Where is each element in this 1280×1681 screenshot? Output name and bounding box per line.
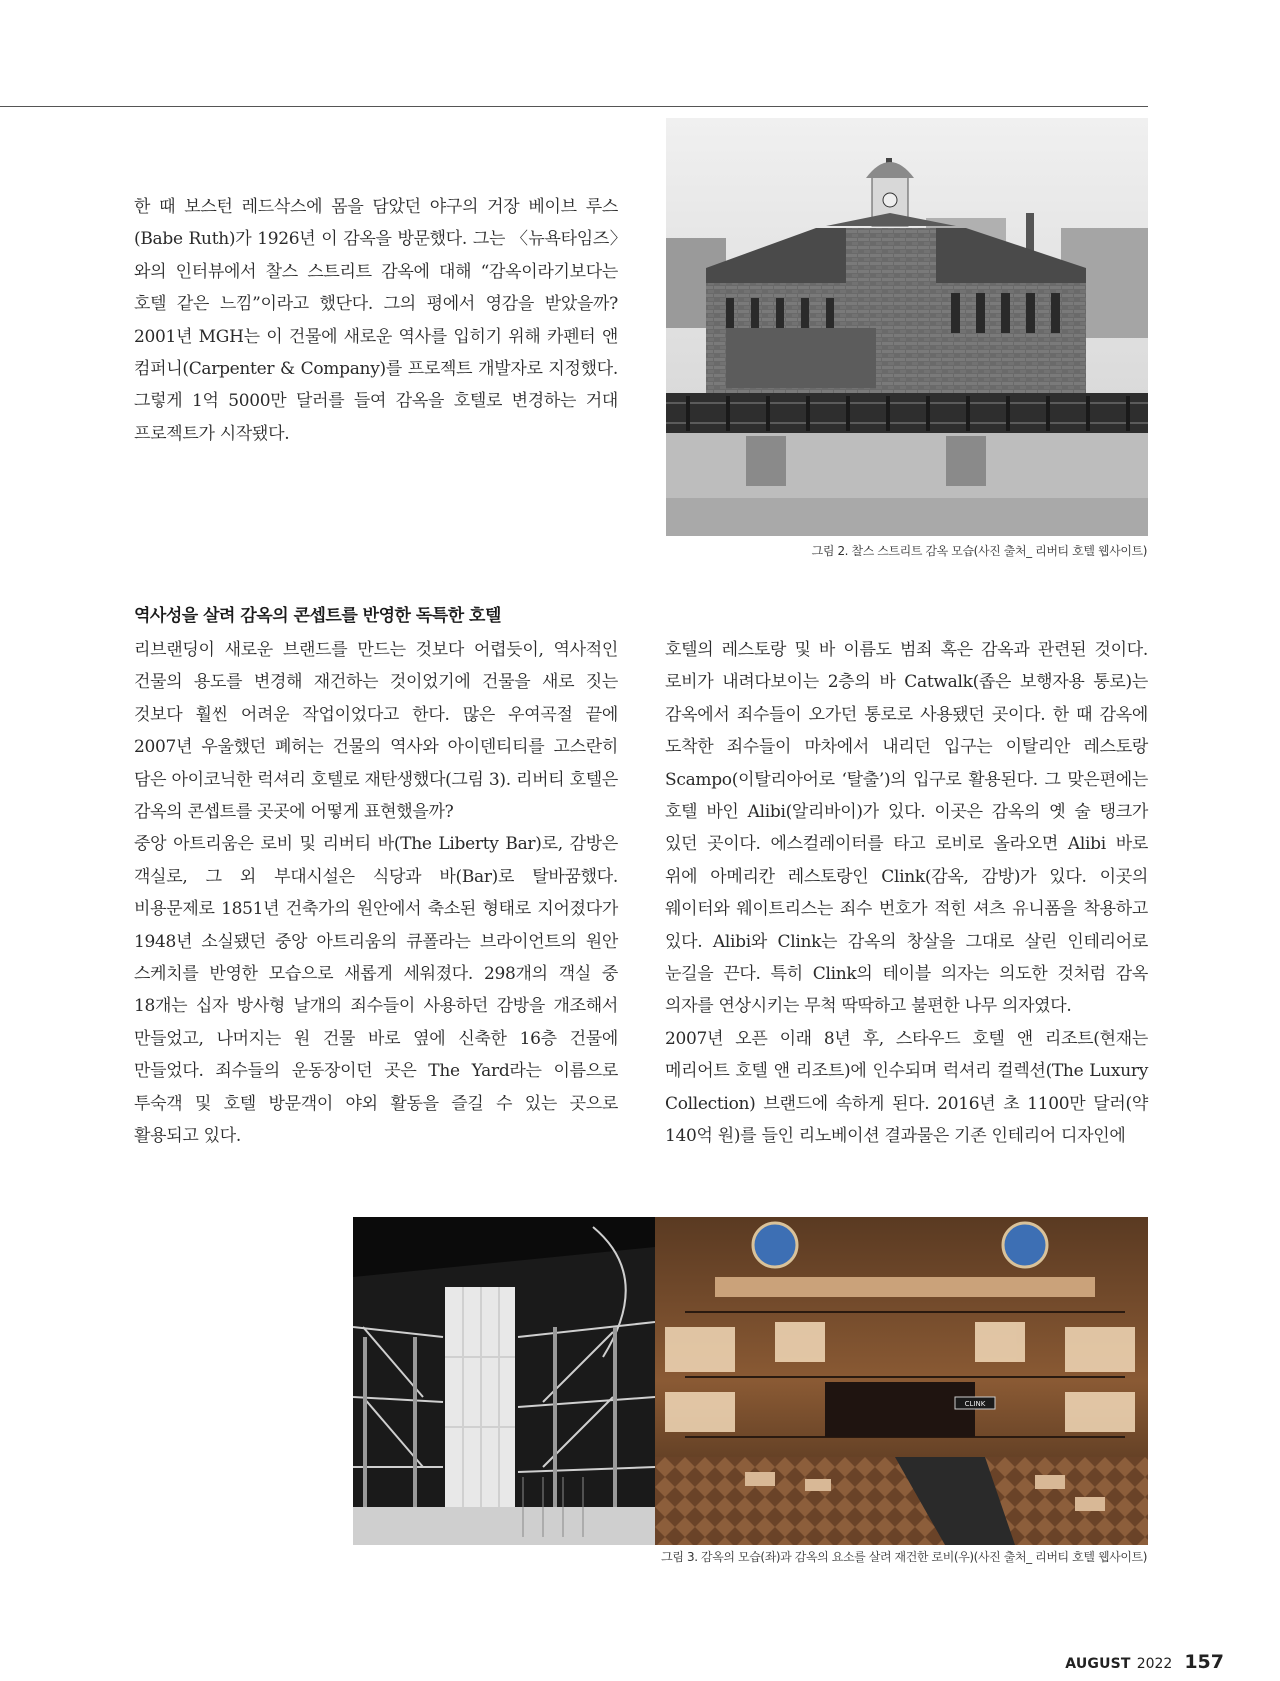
footer-month: AUGUST: [1065, 1656, 1131, 1672]
clink-sign-text: CLINK: [964, 1400, 986, 1408]
figure-3-caption: 그림 3. 감옥의 모습(좌)과 감옥의 요소를 살려 재건한 로비(우)(사진 출처_ 리버티 호텔 웹사이트): [661, 1550, 1147, 1564]
page-footer: [1065, 1651, 1224, 1673]
top-divider: [0, 106, 1148, 107]
section-heading: 역사성을 살려 감옥의 콘셉트를 반영한 독특한 호텔: [134, 606, 501, 626]
intro-paragraph: 한 때 보스턴 레드삭스에 몸을 담았던 야구의 거장 베이브 루스(Babe Ruth)가 1926년 이 감옥을 방문했다. 그는 〈뉴욕타임즈〉와의 인터뷰에서 찰스 스트리트 감옥에 대해 “감옥이라기보다는 호텔 같은 느낌”이라고 했단다. 그의 평에서 영감을 받았을까? 2001년 MGH는 이 건물에 새로운 역사를 입히기 위해 카펜터 앤 컴퍼니(Carpenter & Company)를 프로젝트 개발자로 지정했다. 그렇게 1억 5000만 달러를 들여 감옥을 호텔로 변경하는 거대 프로젝트가 시작됐다.: [134, 197, 618, 444]
right-column: [665, 634, 1148, 1153]
page-number: 157: [1184, 1651, 1224, 1673]
right-paragraph-1: 호텔의 레스토랑 및 바 이름도 범죄 혹은 감옥과 관련된 것이다. 로비가 내려다보이는 2층의 바 Catwalk(좁은 보행자용 통로)는 감옥에서 죄수들이 오가던 통로로 사용됐던 곳이다. 한 때 감옥에 도착한 죄수들이 마차에서 내리던 입구는 이탈리안 레스토랑 Scampo(이탈리아어로 ‘탈출’)의 입구로 활용된다. 그 맞은편에는 호텔 바인 Alibi(알리바이)가 있다. 이곳은 감옥의 옛 술 탱크가 있던 곳이다. 에스컬레이터를 타고 로비로 올라오면 Alibi 바로 위에 아메리칸 레스토랑인 Clink(감옥, 감방)가 있다. 이곳의 웨이터와 웨이트리스는 죄수 번호가 적힌 셔츠 유니폼을 착용하고 있다. Alibi와 Clink는 감옥의 창살을 그대로 살린 인테리어로 눈길을 끈다. 특히 Clink의 테이블 의자는 의도한 것처럼 감옥 의자를 연상시키는 무척 딱딱하고 불편한 나무 의자였다.: [665, 640, 1148, 1017]
left-paragraph-2: 중앙 아트리움은 로비 및 리버티 바(The Liberty Bar)로, 감방은 객실로, 그 외 부대시설은 식당과 바(Bar)로 탈바꿈했다. 비용문제로 1851년 건축가의 원안에서 축소된 형태로 지어졌다가 1948년 소실됐던 중앙 아트리움의 큐폴라는 브라이언트의 원안 스케치를 반영한 모습으로 새롭게 세워졌다. 298개의 객실 중 18개는 십자 방사형 날개의 죄수들이 사용하던 감방을 개조해서 만들었고, 나머지는 원 건물 바로 옆에 신축한 16층 건물에 만들었다. 죄수들의 운동장이던 곳은 The Yard라는 이름으로 투숙객 및 호텔 방문객이 야외 활동을 즐길 수 있는 곳으로 활용되고 있다.: [134, 834, 618, 1147]
figure-3-jail-interior-photo: [353, 1217, 655, 1545]
figure-2-caption: 그림 2. 찰스 스트리트 감옥 모습(사진 출처_ 리버티 호텔 웹사이트): [811, 544, 1147, 558]
figure-2-jail-photo: [666, 118, 1148, 536]
left-paragraph-1: 리브랜딩이 새로운 브랜드를 만드는 것보다 어렵듯이, 역사적인 건물의 용도를 변경해 재건하는 것이었기에 건물을 새로 짓는 것보다 훨씬 어려운 작업이었다고 한다. 많은 우여곡절 끝에 2007년 우울했던 폐허는 건물의 역사와 아이덴티티를 고스란히 담은 아이코닉한 럭셔리 호텔로 재탄생했다(그림 3). 리버티 호텔은 감옥의 콘셉트를 곳곳에 어떻게 표현했을까?: [134, 640, 618, 823]
right-paragraph-2: 2007년 오픈 이래 8년 후, 스타우드 호텔 앤 리조트(현재는 메리어트 호텔 앤 리조트)에 인수되며 럭셔리 컬렉션(The Luxury Collection) 브랜드에 속하게 된다. 2016년 초 1100만 달러(약 140억 원)를 들인 리노베이션 결과물은 기존 인테리어 디자인에: [665, 1028, 1148, 1147]
figure-3-hotel-lobby-photo: [655, 1217, 1148, 1545]
footer-year: 2022: [1136, 1656, 1173, 1672]
left-column: [134, 634, 618, 1153]
